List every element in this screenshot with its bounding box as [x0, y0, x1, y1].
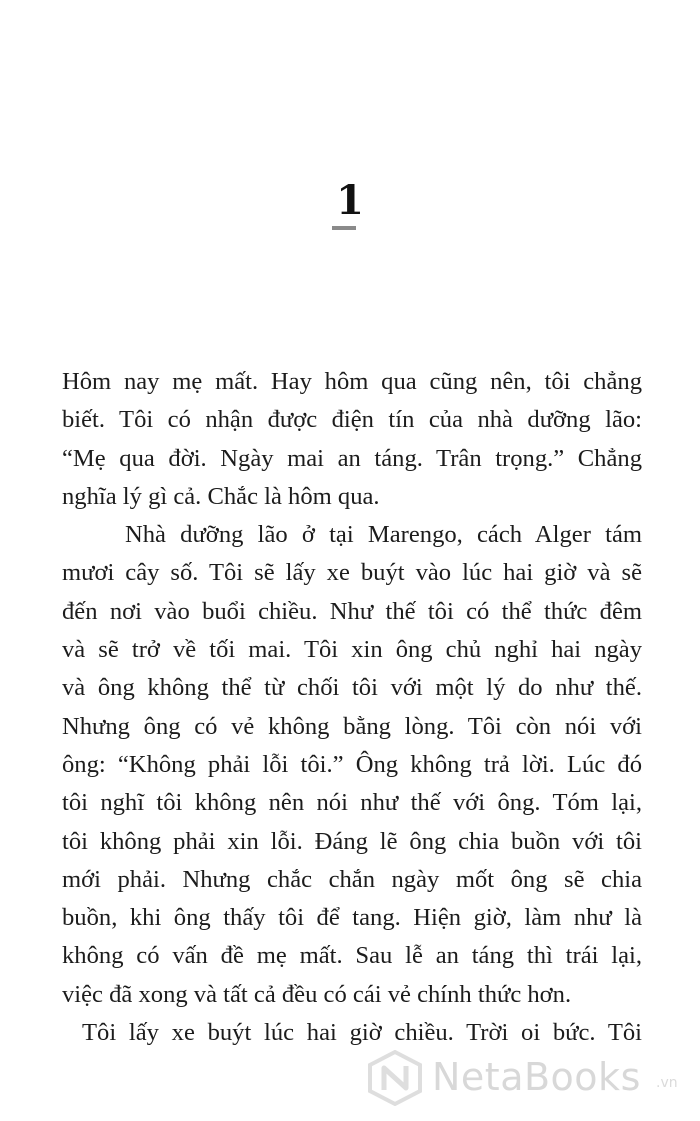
- text-line: “Mẹ qua đời. Ngày mai an táng. Trân trọng.” Chẳng: [62, 444, 642, 472]
- text-line: mới phải. Nhưng chắc chắn ngày mốt ông sẽ chia: [62, 865, 642, 893]
- text-line: nghĩa lý gì cả. Chắc là hôm qua.: [62, 482, 380, 510]
- text-line: tôi nghĩ tôi không nên nói như thế với ông. Tóm lại,: [62, 789, 642, 817]
- text-line: ông: “Không phải lỗi tôi.” Ông không trả lời. Lúc đó: [62, 750, 642, 778]
- watermark: [360, 1040, 700, 1110]
- text-line: mươi cây số. Tôi sẽ lấy xe buýt vào lúc hai giờ và sẽ: [62, 559, 642, 587]
- text-line: không có vấn đề mẹ mất. Sau lễ an táng thì trái lại,: [62, 942, 642, 970]
- text-line: và ông không thể từ chối tôi với một lý do như thế.: [62, 674, 642, 702]
- text-line: biết. Tôi có nhận được điện tín của nhà dưỡng lão:: [62, 406, 642, 434]
- text-line: Nhà dưỡng lão ở tại Marengo, cách Alger tám: [125, 521, 642, 549]
- text-line: Hôm nay mẹ mất. Hay hôm qua cũng nên, tôi chẳng: [62, 368, 642, 395]
- text-line: buồn, khi ông thấy tôi để tang. Hiện giờ, làm như là: [62, 904, 642, 932]
- text-line: đến nơi vào buổi chiều. Như thế tôi có thể thức đêm: [62, 597, 642, 625]
- watermark-suffix: .vn: [656, 1075, 678, 1091]
- watermark-text: NetaBooks: [432, 1055, 641, 1099]
- body-text: [62, 363, 642, 1052]
- text-line: tôi không phải xin lỗi. Đáng lẽ ông chia buồn với tôi: [62, 827, 642, 855]
- text-line: Tôi lấy xe buýt lúc hai giờ chiều. Trời oi bức. Tôi: [82, 1019, 642, 1047]
- text-line: Nhưng ông có vẻ không bằng lòng. Tôi còn nói với: [62, 712, 642, 740]
- text-line: việc đã xong và tất cả đều có cái vẻ chính thức hơn.: [62, 980, 572, 1008]
- chapter-underline: [332, 226, 356, 230]
- netabooks-logo-icon: [366, 1050, 424, 1106]
- text-line: và sẽ trở về tối mai. Tôi xin ông chủ nghỉ hai ngày: [62, 636, 642, 664]
- chapter-number: 1: [336, 177, 364, 224]
